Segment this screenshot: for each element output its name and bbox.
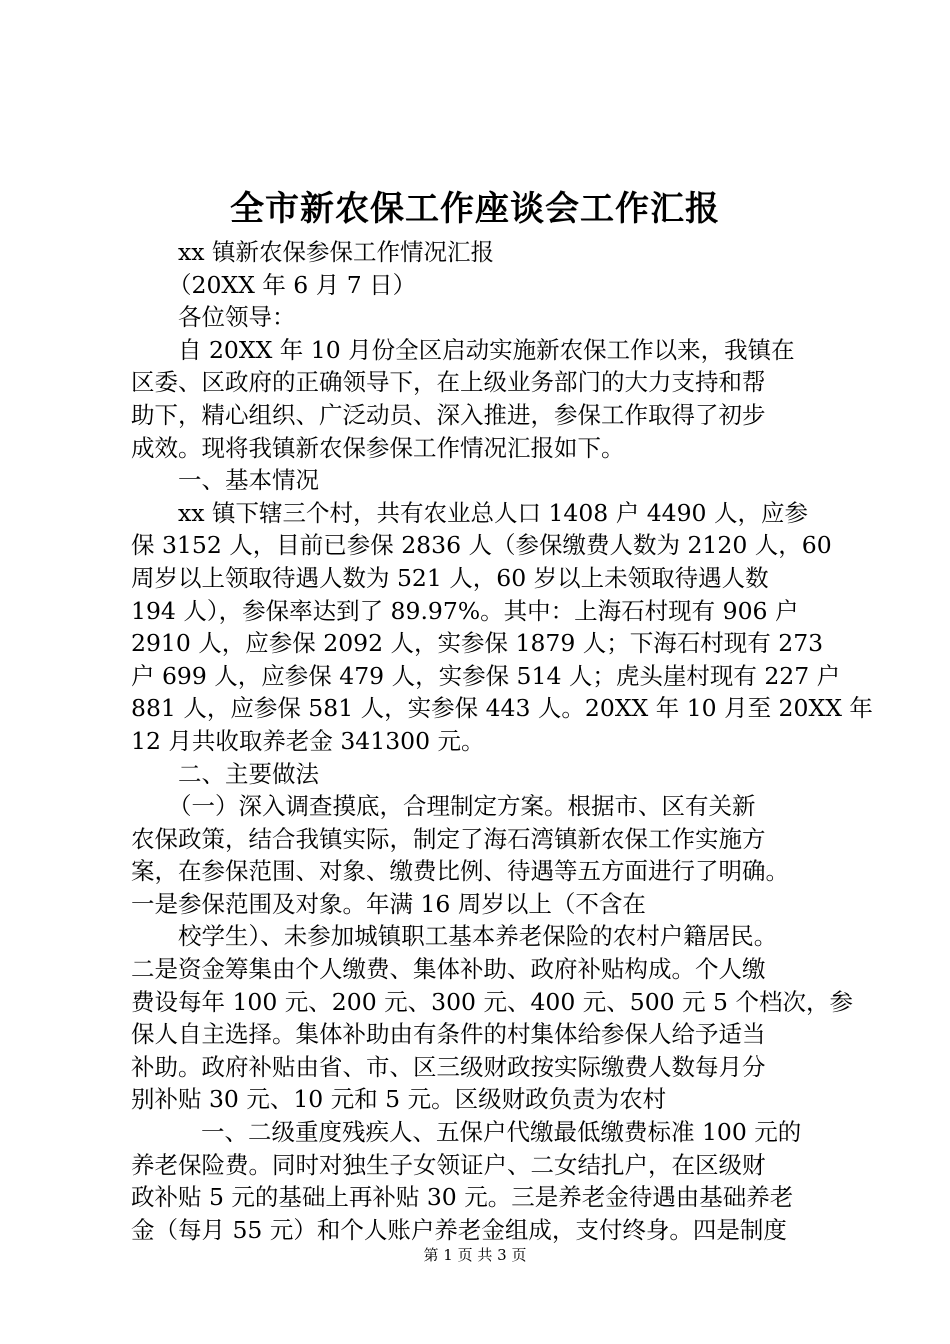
paragraph-line: 12 月共收取养老金 341300 元。 [131, 726, 485, 755]
paragraph-line: 政补贴 5 元的基础上再补贴 30 元。三是养老金待遇由基础养老 [131, 1183, 794, 1212]
paragraph-line: 二是资金筹集由个人缴费、集体补助、政府补贴构成。个人缴 [131, 955, 766, 984]
paragraph-line: （一）深入调查摸底，合理制定方案。根据市、区有关新 [168, 792, 756, 821]
salutation: 各位领导： [178, 303, 296, 332]
paragraph-line: 881 人，应参保 581 人，实参保 443 人。20XX 年 10 月至 20XX 年 [131, 694, 873, 723]
paragraph-line: 一、二级重度残疾人、五保户代缴最低缴费标准 100 元的 [201, 1118, 802, 1147]
paragraph-line: 补助。政府补贴由省、市、区三级财政按实际缴费人数每月分 [131, 1052, 766, 1081]
paragraph-line: 周岁以上领取待遇人数为 521 人，60 岁以上未领取待遇人数 [131, 563, 769, 592]
paragraph-line: 户 699 人，应参保 479 人，实参保 514 人；虎头崖村现有 227 户 [131, 661, 841, 690]
section-heading: 一、基本情况 [178, 466, 319, 495]
paragraph-line: 助下，精心组织、广泛动员、深入推进，参保工作取得了初步 [131, 400, 766, 429]
paragraph-line: 一是参保范围及对象。年满 16 周岁以上（不含在 [131, 889, 646, 918]
paragraph-line: 194 人），参保率达到了 89.97%。其中：上海石村现有 906 户 [131, 596, 799, 625]
paragraph-line: xx 镇下辖三个村，共有农业总人口 1408 户 4490 人，应参 [178, 498, 808, 527]
document-body [131, 236, 873, 1246]
document-title: 全市新农保工作座谈会工作汇报 [230, 189, 720, 229]
paragraph-line: 2910 人，应参保 2092 人，实参保 1879 人；下海石村现有 273 [131, 629, 824, 658]
paragraph-line: 保 3152 人，目前已参保 2836 人（参保缴费人数为 2120 人，60 [131, 531, 832, 560]
paragraph-line: 案，在参保范围、对象、缴费比例、待遇等五方面进行了明确。 [131, 857, 789, 886]
paragraph-line: 养老保险费。同时对独生子女领证户、二女结扎户，在区级财 [131, 1150, 766, 1179]
page-indicator: 第 1 页 共 3 页 [423, 1246, 527, 1264]
section-heading: 二、主要做法 [178, 759, 319, 788]
paragraph-line: 农保政策，结合我镇实际，制定了海石湾镇新农保工作实施方 [131, 824, 766, 853]
paragraph-line: 金（每月 55 元）和个人账户养老金组成，支付终身。四是制度 [131, 1215, 787, 1244]
paragraph-line: 校学生）、未参加城镇职工基本养老保险的农村户籍居民。 [178, 922, 778, 951]
paragraph-line: 别补贴 30 元、10 元和 5 元。区级财政负责为农村 [131, 1085, 667, 1114]
paragraph-line: 自 20XX 年 10 月份全区启动实施新农保工作以来，我镇在 [178, 335, 795, 364]
subtitle: xx 镇新农保参保工作情况汇报 [178, 238, 494, 266]
paragraph-line: 区委、区政府的正确领导下，在上级业务部门的大力支持和帮 [131, 368, 766, 397]
paragraph-line: 费设每年 100 元、200 元、300 元、400 元、500 元 5 个档次，参 [131, 987, 853, 1016]
paragraph-line: 成效。现将我镇新农保参保工作情况汇报如下。 [131, 433, 625, 462]
report-date: （20XX 年 6 月 7 日） [168, 270, 417, 299]
paragraph-line: 保人自主选择。集体补助由有条件的村集体给参保人给予适当 [131, 1020, 766, 1049]
